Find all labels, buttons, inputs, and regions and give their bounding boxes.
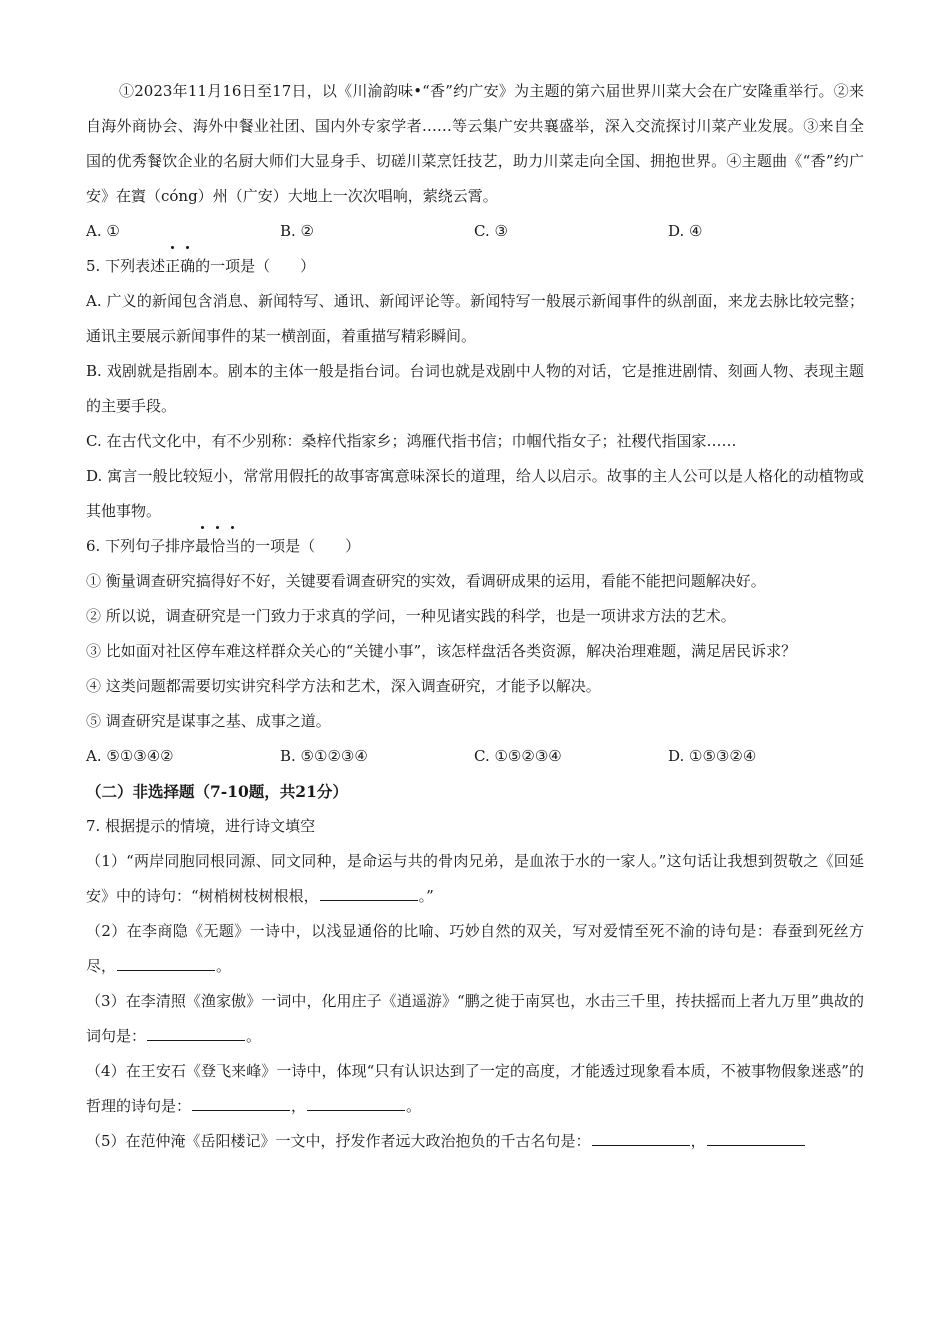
q6-option-c[interactable]: C. ①⑤②③④ <box>474 747 562 765</box>
q4-option-c[interactable]: C. ③ <box>474 222 508 240</box>
q6-option-a[interactable]: A. ⑤①③④② <box>86 747 174 765</box>
answer-blank[interactable] <box>192 1096 290 1111</box>
emphasis-dot-char: 正 <box>165 249 180 284</box>
q6-sentence-3: ③ 比如面对社区停车难这样群众关心的“关键小事”，该怎样盘活各类资源，解决治理难题，满足居民诉求？ <box>86 642 797 660</box>
answer-blank[interactable] <box>307 1096 405 1111</box>
answer-blank[interactable] <box>117 956 215 971</box>
q5-option-c[interactable]: C. 在古代文化中，有不少别称：桑梓代指家乡；鸿雁代指书信；巾帼代指女子；社稷代指国家…… <box>86 432 737 450</box>
q6-sentence-2: ② 所以说，调查研究是一门致力于求真的学问，一种见诸实践的科学，也是一项讲求方法的艺术。 <box>86 607 736 625</box>
q4-option-d[interactable]: D. ④ <box>668 222 703 240</box>
q5-option-b[interactable]: B. 戏剧就是指剧本。剧本的主体一般是指台词。台词也就是戏剧中人物的对话，它是推进剧情、刻画人物、表现主题的主要手段。 <box>86 362 864 415</box>
q6-stem: 6. 下列句子排序最恰当的一项是（ ） <box>86 529 864 564</box>
q6-options <box>86 739 864 774</box>
q7-stem: 7. 根据提示的情境，进行诗文填空 <box>86 817 316 835</box>
q7-item-2: （2）在李商隐《无题》一诗中，以浅显通俗的比喻、巧妙自然的双关，写对爱情至死不渝的诗句是：春蚕到死丝方尽， 。 <box>86 922 864 975</box>
answer-blank[interactable] <box>320 886 418 901</box>
q5-stem: 5. 下列表述正确的一项是（ ） <box>86 249 864 284</box>
q5-option-d[interactable]: D. 寓言一般比较短小，常常用假托的故事寄寓意味深长的道理，给人以启示。故事的主人公可以是人格化的动植物或其他事物。 <box>86 467 864 520</box>
q6-option-d[interactable]: D. ①⑤③②④ <box>668 747 757 765</box>
answer-blank[interactable] <box>592 1131 690 1146</box>
q4-option-a[interactable]: A. ① <box>86 222 120 240</box>
q6-sentence-4: ④ 这类问题都需要切实讲究科学方法和艺术，深入调查研究，才能予以解决。 <box>86 677 601 695</box>
q4-passage: ①2023年11月16日至17日，以《川渝韵味•“香”约广安》为主题的第六届世界川菜大会在广安隆重举行。②来自海外商协会、海外中餐业社团、国内外专家学者……等云集广安共襄盛举，深入交流探讨川菜产业发展。③来自全国的优秀餐饮企业的名厨大师们大显身手、切磋川菜烹饪技艺，助力川菜走向全国、拥抱世界。④主题曲《“香”约广安》在賨（cóng）州（广安）大地上一次次唱响，萦绕云霄。 <box>86 82 864 205</box>
emphasis-dot-char: 恰 <box>210 529 225 564</box>
q6-option-b[interactable]: B. ⑤①②③④ <box>280 747 368 765</box>
section-title: （二）非选择题（7-10题，共21分） <box>86 782 348 801</box>
q7-item-1: （1）“两岸同胞同根同源、同文同种，是命运与共的骨肉兄弟，是血浓于水的一家人。”这句话让我想到贺敬之《回延安》中的诗句：“树梢树枝树根根， 。” <box>86 852 864 905</box>
answer-blank[interactable] <box>147 1026 245 1041</box>
q5-option-a[interactable]: A. 广义的新闻包含消息、新闻特写、通讯、新闻评论等。新闻特写一般展示新闻事件的纵剖面，来龙去脉比较完整；通讯主要展示新闻事件的某一横剖面，着重描写精彩瞬间。 <box>86 292 864 345</box>
q7-item-3: （3）在李清照《渔家傲》一词中，化用庄子《逍遥游》“鹏之徙于南冥也，水击三千里，抟扶摇而上者九万里”典故的词句是： 。 <box>86 992 864 1045</box>
emphasis-dot-char: 最 <box>195 529 210 564</box>
q7-item-4: （4）在王安石《登飞来峰》一诗中，体现“只有认识达到了一定的高度，才能透过现象看本质，不被事物假象迷惑”的哲理的诗句是： ， 。 <box>86 1062 864 1115</box>
emphasis-dot-char: 当 <box>225 529 240 564</box>
q4-options <box>86 214 864 249</box>
q7-item-5: （5）在范仲淹《岳阳楼记》一文中，抒发作者远大政治抱负的千古名句是： ， <box>86 1124 864 1159</box>
q6-sentence-5: ⑤ 调查研究是谋事之基、成事之道。 <box>86 712 331 730</box>
q4-option-b[interactable]: B. ② <box>280 222 315 240</box>
emphasis-dot-char: 确 <box>180 249 195 284</box>
answer-blank[interactable] <box>707 1131 805 1146</box>
q6-sentence-1: ① 衡量调查研究搞得好不好，关键要看调查研究的实效，看调研成果的运用，看能不能把问题解决好。 <box>86 572 766 590</box>
